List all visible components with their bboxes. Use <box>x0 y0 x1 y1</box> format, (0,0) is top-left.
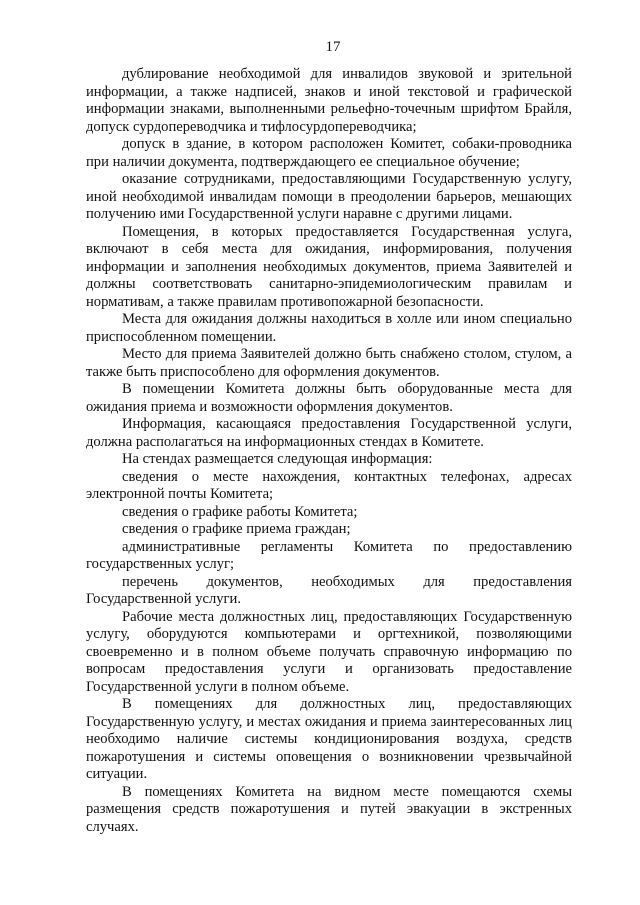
document-page <box>86 38 572 836</box>
paragraph-waiting-places: Места для ожидания должны находиться в холле или ином специально приспособленном помещении. <box>86 311 572 345</box>
paragraph-evacuation-schemes: В помещениях Комитета на видном месте помещаются схемы размещения средств пожаротушения и путей эвакуации в экстренных случаях. <box>86 783 572 835</box>
paragraph-braille-info: дублирование необходимой для инвалидов звуковой и зрительной информации, а также надписей, знаков и иной текстовой и графической информации знаками, выполненными рельефно-точечным шрифтом Брайля, допуск сурдопереводчика и тифлосурдопереводчика; <box>86 66 572 135</box>
list-item-documents: перечень документов, необходимых для предоставления Государственной услуги. <box>86 573 572 607</box>
paragraph-air-conditioning: В помещениях для должностных лиц, предоставляющих Государственную услугу, и местах ожидания и приема заинтересованных лиц необходимо наличие системы кондиционирования воздуха, средств пожаротушения и системы оповещения о возникновении чрезвычайной ситуации. <box>86 696 572 782</box>
paragraph-premises: Помещения, в которых предоставляется Государственная услуга, включают в себя места для ожидания, информирования, получения информации и заполнения необходимых документов, приема Заявителей и должны соответствовать санитарно-эпидемиологическим правилам и нормативам, а также правилам противопожарной безопасности. <box>86 223 572 310</box>
paragraph-guide-dog: допуск в здание, в котором расположен Комитет, собаки-проводника при наличии документа, подтверждающего ее специальное обучение; <box>86 136 572 170</box>
page-number: 17 <box>325 39 341 55</box>
paragraph-staff-assistance: оказание сотрудниками, предоставляющими Государственную услугу, иной необходимой инвалидам помощи в преодолении барьеров, мешающих получению ими Государственной услуги наравне с другими лицами. <box>86 171 572 222</box>
paragraph-workplaces: Рабочие места должностных лиц, предоставляющих Государственную услугу, оборудуются компьютерами и оргтехникой, позволяющими своевременно и в полном объеме получать справочную информацию по вопросам предоставления услуги и организовать предоставление Государственной услуги в полном объеме. <box>86 608 572 695</box>
list-item-work-schedule: сведения о графике работы Комитета; <box>122 503 358 520</box>
list-item-regulations: административные регламенты Комитета по предоставлению государственных услуг; <box>86 538 572 572</box>
paragraph-reception-place: Место для приема Заявителей должно быть снабжено столом, стулом, а также быть приспособлено для оформления документов. <box>86 346 572 380</box>
paragraph-stand-info-heading: На стендах размещается следующая информация: <box>122 451 433 467</box>
list-item-location: сведения о месте нахождения, контактных телефонах, адресах электронной почты Комитета; <box>86 468 572 502</box>
list-item-reception-schedule: сведения о графике приема граждан; <box>122 521 351 537</box>
paragraph-info-stands: Информация, касающаяся предоставления Государственной услуги, должна располагаться на информационных стендах в Комитете. <box>86 416 572 450</box>
paragraph-committee-premises: В помещении Комитета должны быть оборудованные места для ожидания приема и возможности оформления документов. <box>86 381 572 415</box>
